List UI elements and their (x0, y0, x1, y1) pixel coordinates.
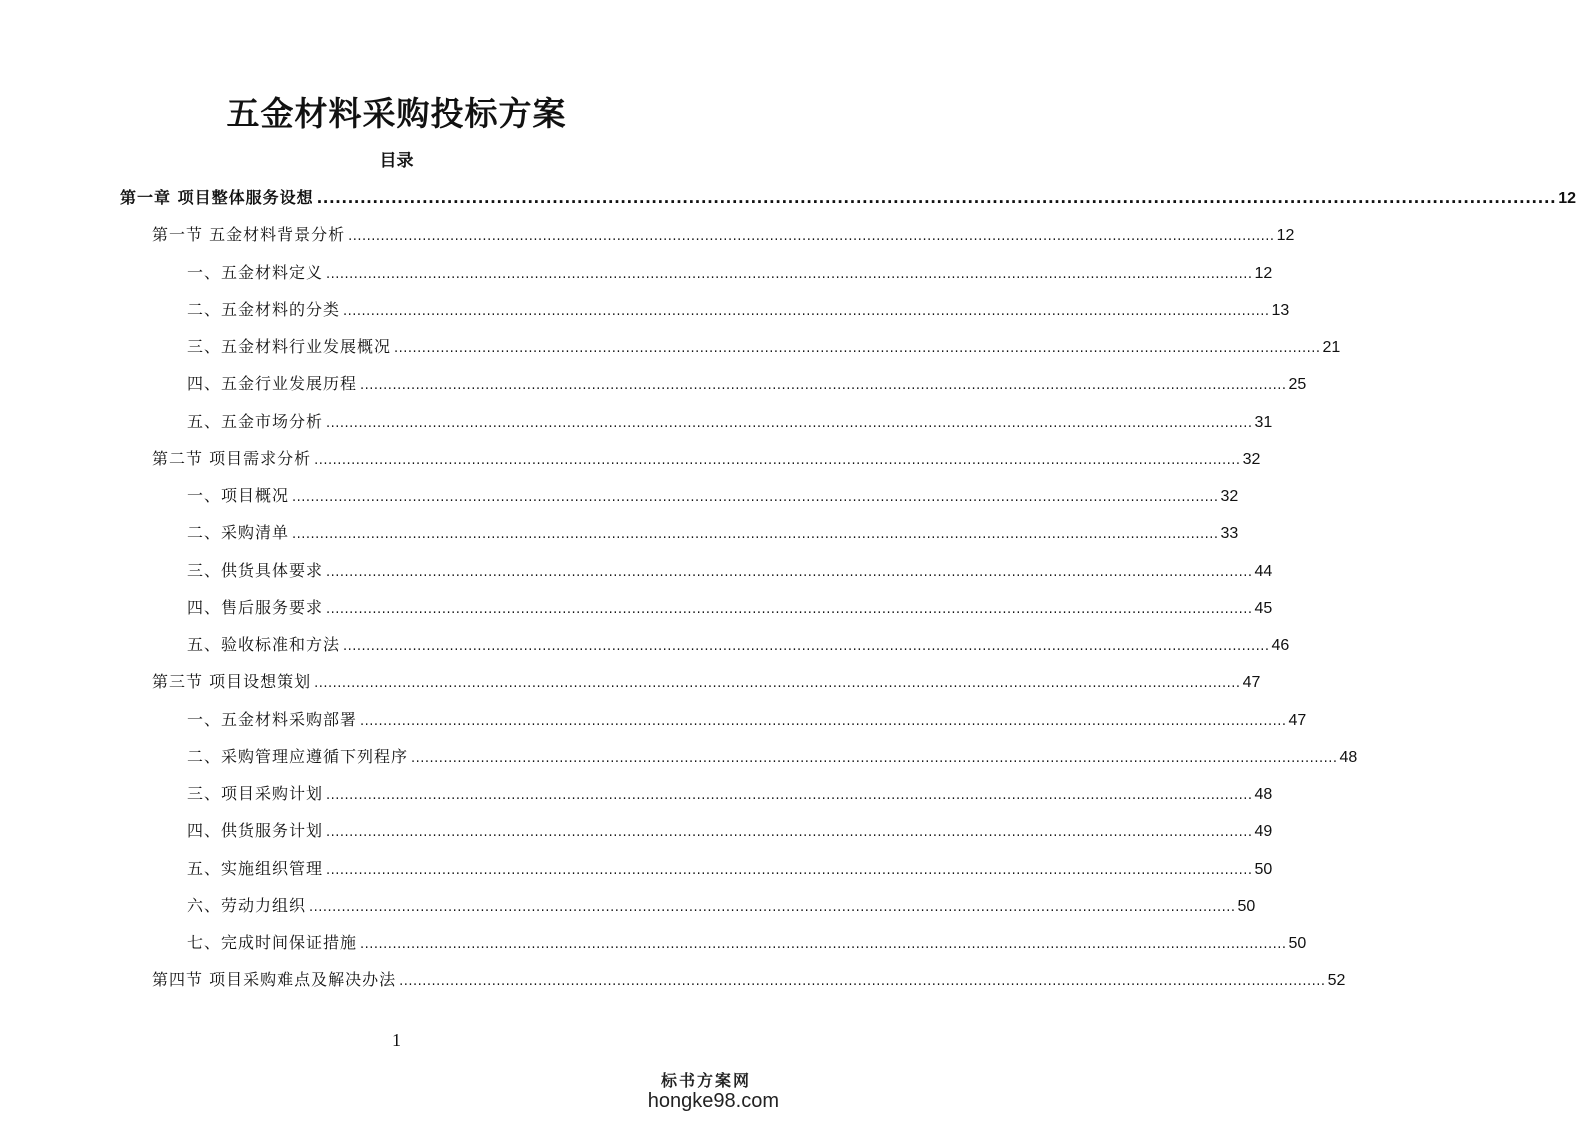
toc-entry-item[interactable] (187, 744, 1358, 770)
toc-entry-page-number: 49 (1254, 823, 1273, 841)
toc-leader-dots: ........................................................................................................................................................................................................ (360, 378, 1287, 394)
document-title: 五金材料采购投标方案 (226, 94, 567, 133)
toc-entry-item[interactable] (187, 483, 1239, 509)
toc-entry-page-number: 13 (1271, 301, 1290, 319)
toc-entry-chapter[interactable] (120, 185, 1576, 211)
toc-leader-dots: ........................................................................................................................................................................................................ (292, 527, 1219, 543)
toc-leader-dots: ........................................................................................................................................................................................................ (348, 229, 1275, 245)
toc-entry-label: 三、五金材料行业发展概况 (187, 337, 392, 356)
toc-entry-item[interactable] (187, 558, 1273, 584)
toc-leader-dots: ........................................................................................................................................................................................................ (326, 862, 1253, 878)
toc-entry-label: 第三节 项目设想策划 (152, 672, 312, 692)
toc-entry-label: 一、五金材料采购部署 (187, 709, 358, 729)
toc-entry-item[interactable] (187, 930, 1307, 956)
toc-entry-label: 一、项目概况 (187, 486, 290, 505)
toc-entry-label: 四、售后服务要求 (187, 597, 324, 617)
toc-entry-label: 一、五金材料定义 (187, 262, 324, 282)
toc-entry-page-number: 48 (1339, 748, 1358, 766)
toc-entry-page-number: 25 (1288, 376, 1307, 394)
toc-entry-page-number: 33 (1220, 525, 1239, 543)
toc-entry-page-number: 12 (1276, 227, 1295, 245)
toc-leader-dots: ........................................................................................................................................................................................................ (411, 750, 1338, 766)
toc-entry-label: 四、五金行业发展历程 (187, 374, 358, 394)
toc-leader-dots: ........................................................................................................................................................................................................ (326, 564, 1253, 580)
toc-leader-dots: ........................................................................................................................................................................................................ (309, 899, 1236, 915)
toc-entry-label: 第一章 项目整体服务设想 (120, 188, 314, 207)
toc-entry-label: 二、采购清单 (187, 523, 290, 543)
watermark-url: hongke98.com (647, 1090, 779, 1112)
toc-leader-dots: ........................................................................................................................................................................................................ (326, 788, 1253, 803)
toc-leader-dots: ........................................................................................................................................................................................................ (326, 825, 1253, 841)
toc-leader-dots: ........................................................................................................................................................................................................ (360, 713, 1287, 729)
toc-entry-item[interactable] (187, 334, 1341, 360)
toc-entry-item[interactable] (187, 781, 1273, 807)
toc-entry-item[interactable] (187, 409, 1273, 435)
toc-leader-dots: ........................................................................................................................................................................................................ (343, 303, 1270, 319)
toc-entry-page-number: 48 (1254, 786, 1273, 803)
toc-entry-page-number: 32 (1242, 450, 1261, 468)
toc-entry-page-number: 32 (1220, 488, 1239, 505)
toc-leader-dots: ........................................................................................................................................................................................................ (360, 937, 1287, 952)
toc-entry-item[interactable] (187, 707, 1307, 733)
toc-entry-page-number: 52 (1327, 972, 1346, 990)
toc-entry-label: 五、实施组织管理 (187, 858, 324, 878)
toc-entry-page-number: 44 (1254, 562, 1273, 580)
toc-entry-label: 三、供货具体要求 (187, 560, 324, 580)
toc-entry-label: 五、五金市场分析 (187, 411, 324, 431)
toc-entry-item[interactable] (187, 818, 1273, 844)
toc-entry-page-number: 12 (1558, 190, 1576, 207)
toc-entry-item[interactable] (187, 297, 1290, 323)
toc-entry-item[interactable] (187, 893, 1256, 919)
toc-entry-item[interactable] (187, 520, 1239, 546)
toc-entry-label: 三、项目采购计划 (187, 784, 324, 803)
toc-entry-label: 二、五金材料的分类 (187, 299, 341, 319)
toc-leader-dots: ........................................................................................................................................................................................................ (399, 974, 1326, 990)
toc-leader-dots: ........................................................................................................................................................................................................ (314, 452, 1241, 468)
toc-entry-item[interactable] (187, 260, 1273, 286)
toc-entry-label: 七、完成时间保证措施 (187, 933, 358, 952)
toc-leader-dots: ........................................................................................................................................................................................................ (394, 341, 1321, 356)
toc-entry-page-number: 50 (1254, 860, 1273, 878)
watermark-site-name: 标书方案网 (660, 1071, 751, 1090)
toc-entry-label: 五、验收标准和方法 (187, 635, 341, 654)
toc-entry-page-number: 21 (1322, 339, 1341, 356)
toc-entry-page-number: 47 (1242, 674, 1261, 692)
toc-entry-section[interactable] (152, 669, 1261, 695)
toc-entry-page-number: 45 (1254, 599, 1273, 617)
toc-entry-item[interactable] (187, 595, 1273, 621)
toc-leader-dots: ........................................................................................................................................................................................................ (326, 601, 1253, 617)
toc-leader-dots: ........................................................................................................................................................................................................ (316, 189, 1557, 207)
toc-leader-dots: ........................................................................................................................................................................................................ (326, 266, 1253, 282)
toc-entry-item[interactable] (187, 856, 1273, 882)
toc-leader-dots: ........................................................................................................................................................................................................ (326, 415, 1253, 431)
toc-entry-page-number: 50 (1237, 897, 1256, 915)
toc-entry-page-number: 31 (1254, 413, 1273, 431)
toc-entry-section[interactable] (152, 967, 1346, 993)
toc-leader-dots: ........................................................................................................................................................................................................ (314, 676, 1241, 692)
toc-entry-page-number: 50 (1288, 935, 1307, 952)
toc-entry-label: 二、采购管理应遵循下列程序 (187, 746, 409, 766)
page-number: 1 (392, 1030, 401, 1050)
toc-entry-section[interactable] (152, 446, 1261, 472)
toc-entry-section[interactable] (152, 222, 1295, 248)
toc-entry-page-number: 12 (1254, 264, 1273, 282)
toc-entry-label: 六、劳动力组织 (187, 895, 307, 915)
toc-heading: 目录 (379, 151, 414, 171)
toc-entry-label: 第二节 项目需求分析 (152, 448, 312, 468)
toc-entry-item[interactable] (187, 371, 1307, 397)
toc-entry-label: 第四节 项目采购难点及解决办法 (152, 970, 397, 990)
toc-entry-item[interactable] (187, 632, 1290, 658)
toc-leader-dots: ........................................................................................................................................................................................................ (343, 639, 1270, 654)
toc-entry-page-number: 47 (1288, 711, 1307, 729)
toc-entry-label: 四、供货服务计划 (187, 821, 324, 841)
toc-entry-label: 第一节 五金材料背景分析 (152, 225, 346, 245)
toc-leader-dots: ........................................................................................................................................................................................................ (292, 490, 1219, 505)
toc-entry-page-number: 46 (1271, 637, 1290, 654)
